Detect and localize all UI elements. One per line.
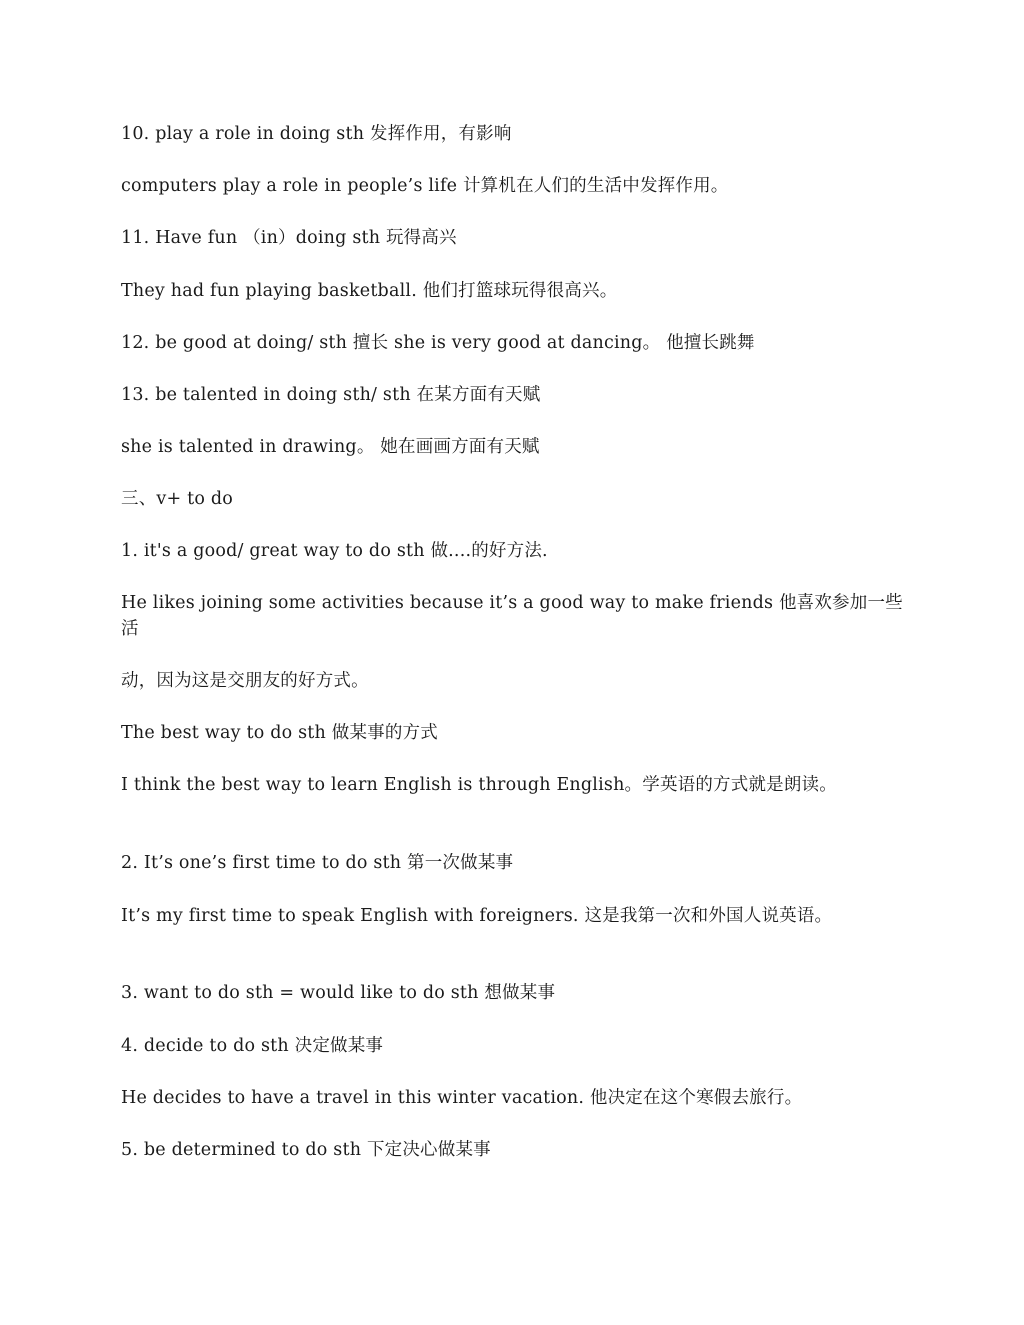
phrase-5-heading: 5. be determined to do sth 下定决心做某事 (121, 1140, 491, 1160)
phrase-2-example: It’s my first time to speak English with foreigners. 这是我第一次和外国人说英语。 (121, 906, 833, 926)
phrase-best-way-example: I think the best way to learn English is through English。学英语的方式就是朗读。 (121, 775, 837, 795)
phrase-4-example: He decides to have a travel in this winter vacation. 他决定在这个寒假去旅行。 (121, 1088, 803, 1108)
phrase-4-heading: 4. decide to do sth 决定做某事 (121, 1036, 384, 1056)
phrase-1-example-continued: 动，因为这是交朋友的好方式。 (121, 671, 369, 691)
phrase-13-example: she is talented in drawing。 她在画画方面有天赋 (121, 437, 540, 457)
phrase-2-heading: 2. It’s one’s first time to do sth 第一次做某事 (121, 853, 514, 873)
phrase-13-heading: 13. be talented in doing sth/ sth 在某方面有天赋 (121, 385, 541, 405)
phrase-3-heading: 3. want to do sth = would like to do sth 想做某事 (121, 983, 556, 1003)
phrase-10-example: computers play a role in people’s life 计算机在人们的生活中发挥作用。 (121, 176, 729, 196)
phrase-1-example: He likes joining some activities because it’s a good way to make friends 他喜欢参加一些活 (121, 593, 903, 639)
section-heading-v-to-do: 三、v+ to do (121, 489, 233, 509)
phrase-best-way-heading: The best way to do sth 做某事的方式 (121, 723, 438, 743)
phrase-12-heading: 12. be good at doing/ sth 擅长 she is very good at dancing。 他擅长跳舞 (121, 333, 755, 353)
phrase-11-example: They had fun playing basketball. 他们打篮球玩得很高兴。 (121, 281, 618, 301)
phrase-10-heading: 10. play a role in doing sth 发挥作用，有影响 (121, 124, 512, 144)
phrase-11-heading: 11. Have fun （in）doing sth 玩得高兴 (121, 228, 457, 248)
phrase-1-heading: 1. it's a good/ great way to do sth 做....的好方法. (121, 541, 548, 561)
